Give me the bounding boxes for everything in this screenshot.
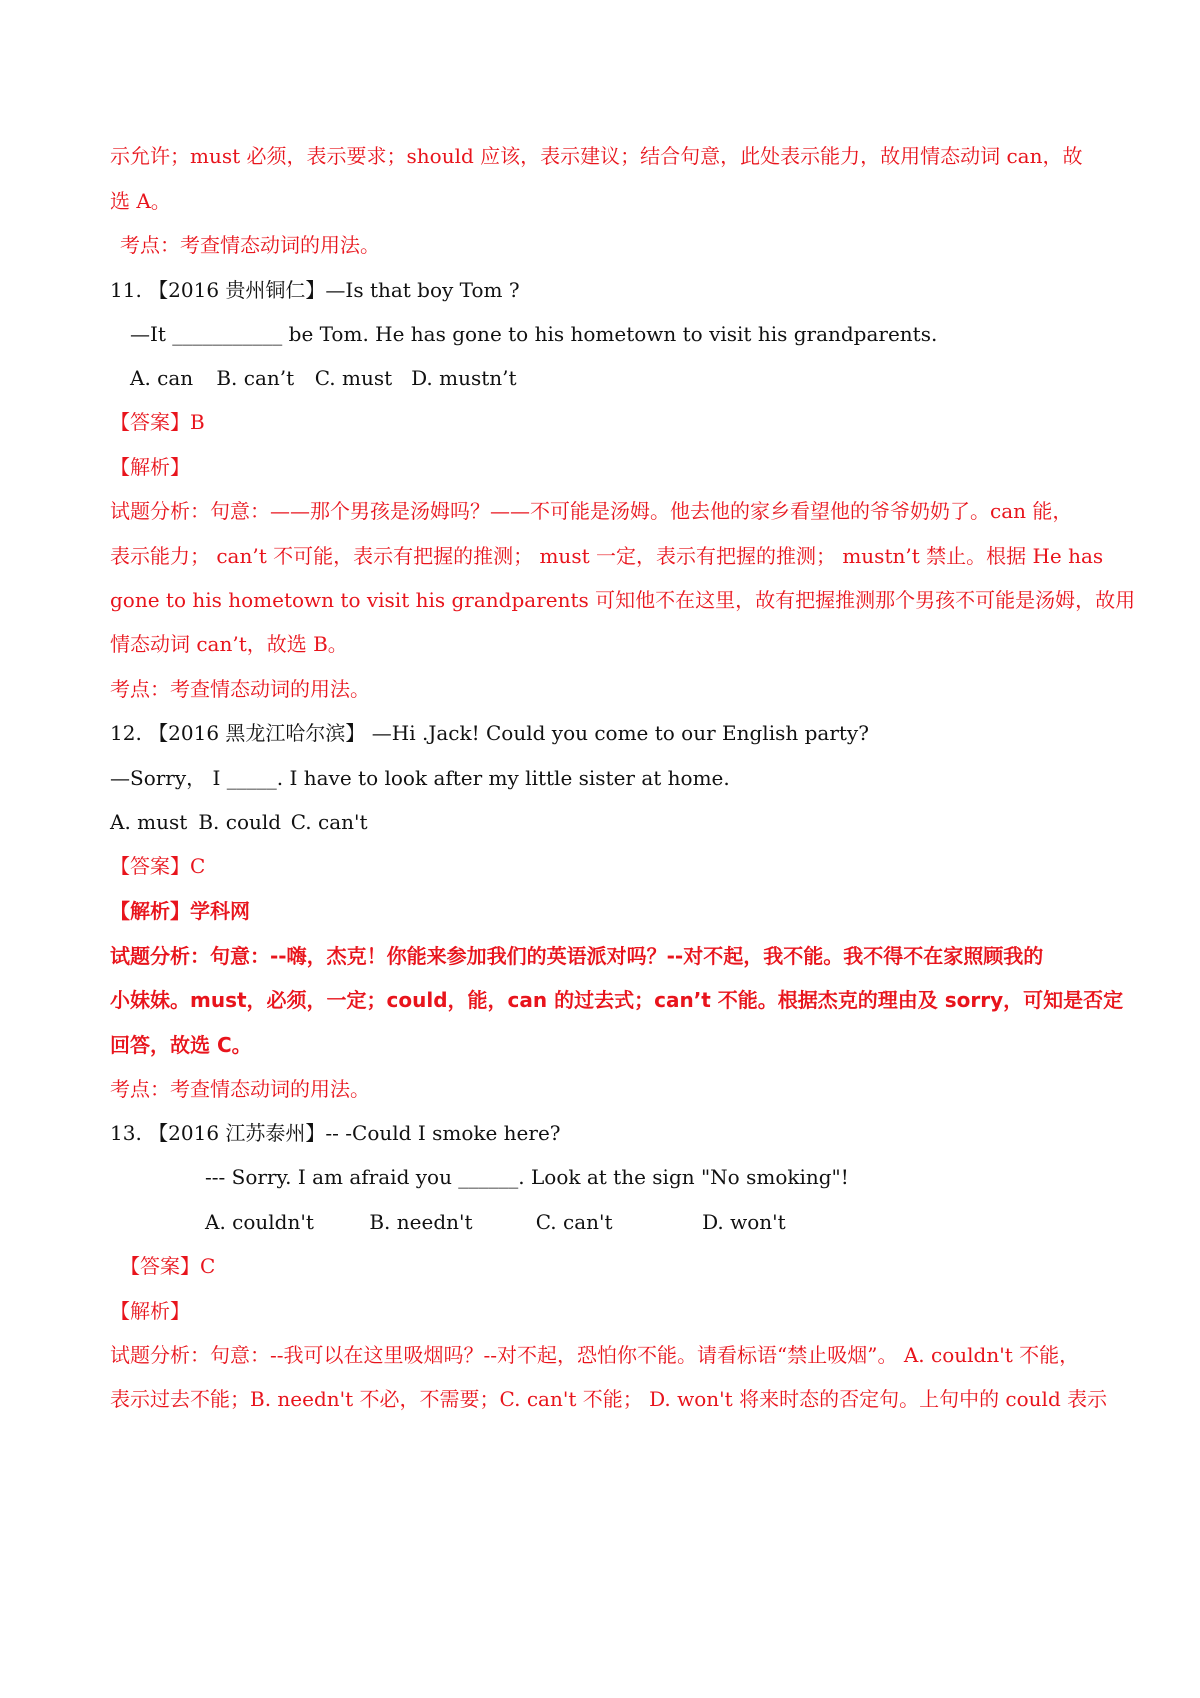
question-12-stem: 12. 【2016 黑龙江哈尔滨】 —Hi .Jack! Could you come to our English party?: [110, 721, 869, 745]
knowledge-point: 考点：考查情态动词的用法。: [110, 1077, 370, 1101]
option-a: A. must: [110, 810, 188, 834]
answer-label: 【答案】C: [110, 854, 206, 878]
explanation-line: 选 A。: [110, 189, 171, 213]
question-11-dialogue: —It ___________ be Tom. He has gone to his hometown to visit his grandparents.: [130, 322, 938, 346]
question-13-stem: 13. 【2016 江苏泰州】-- -Could I smoke here?: [110, 1121, 561, 1145]
analysis-label: 【解析】: [110, 1299, 190, 1323]
question-12-dialogue: —Sorry， I _____. I have to look after my little sister at home.: [110, 766, 730, 790]
question-11-stem: 11. 【2016 贵州铜仁】—Is that boy Tom ?: [110, 278, 520, 302]
analysis-line: 表示过去不能；B. needn't 不必，不需要；C. can't 不能； D. won't 将来时态的否定句。上句中的 could 表示: [110, 1387, 1108, 1411]
analysis-label: 【解析】学科网: [110, 899, 250, 923]
analysis-line: 试题分析：句意：--我可以在这里吸烟吗？--对不起，恐怕你不能。请看标语“禁止吸烟”。 A. couldn't 不能，: [110, 1343, 1080, 1367]
option-b: B. can’t: [216, 366, 295, 390]
option-b: B. could: [198, 810, 282, 834]
analysis-line: 表示能力； can’t 不可能，表示有把握的推测； must 一定，表示有把握的推测； mustn’t 禁止。根据 He has: [110, 544, 1104, 568]
option-d: D. mustn’t: [411, 366, 517, 390]
analysis-label: 【解析】: [110, 455, 190, 479]
analysis-line: gone to his hometown to visit his grandparents 可知他不在这里，故有把握推测那个男孩不可能是汤姆，故用: [110, 588, 1136, 612]
option-d: D. won't: [702, 1210, 786, 1234]
analysis-line: 试题分析：句意：--嗨，杰克！你能来参加我们的英语派对吗？--对不起，我不能。我不得不在家照顾我的: [110, 944, 1044, 968]
option-b: B. needn't: [369, 1210, 473, 1234]
option-c: C. must: [314, 366, 393, 390]
question-11-options: [130, 366, 1100, 390]
option-a: A. couldn't: [205, 1210, 314, 1234]
analysis-line: 小妹妹。must，必须，一定；could，能，can 的过去式；can’t 不能。根据杰克的理由及 sorry，可知是否定: [110, 988, 1124, 1012]
analysis-line: 回答，故选 C。: [110, 1033, 252, 1057]
analysis-line: 试题分析：句意：——那个男孩是汤姆吗？——不可能是汤姆。他去他的家乡看望他的爷爷奶奶了。can 能，: [110, 499, 1073, 523]
question-13-dialogue: --- Sorry. I am afraid you ______. Look at the sign "No smoking"!: [205, 1165, 849, 1189]
answer-label: 【答案】B: [110, 410, 205, 434]
option-c: C. can't: [535, 1210, 613, 1234]
knowledge-point: 考点：考查情态动词的用法。: [120, 233, 380, 257]
question-13-options: [205, 1210, 1100, 1234]
question-12-options: [110, 810, 1100, 834]
option-a: A. can: [130, 366, 194, 390]
explanation-line: 示允许；must 必须，表示要求；should 应该，表示建议；结合句意，此处表示能力，故用情态动词 can，故: [110, 144, 1083, 168]
option-c: C. can't: [290, 810, 368, 834]
answer-label: 【答案】C: [120, 1254, 216, 1278]
knowledge-point: 考点：考查情态动词的用法。: [110, 677, 370, 701]
analysis-line: 情态动词 can’t，故选 B。: [110, 632, 348, 656]
